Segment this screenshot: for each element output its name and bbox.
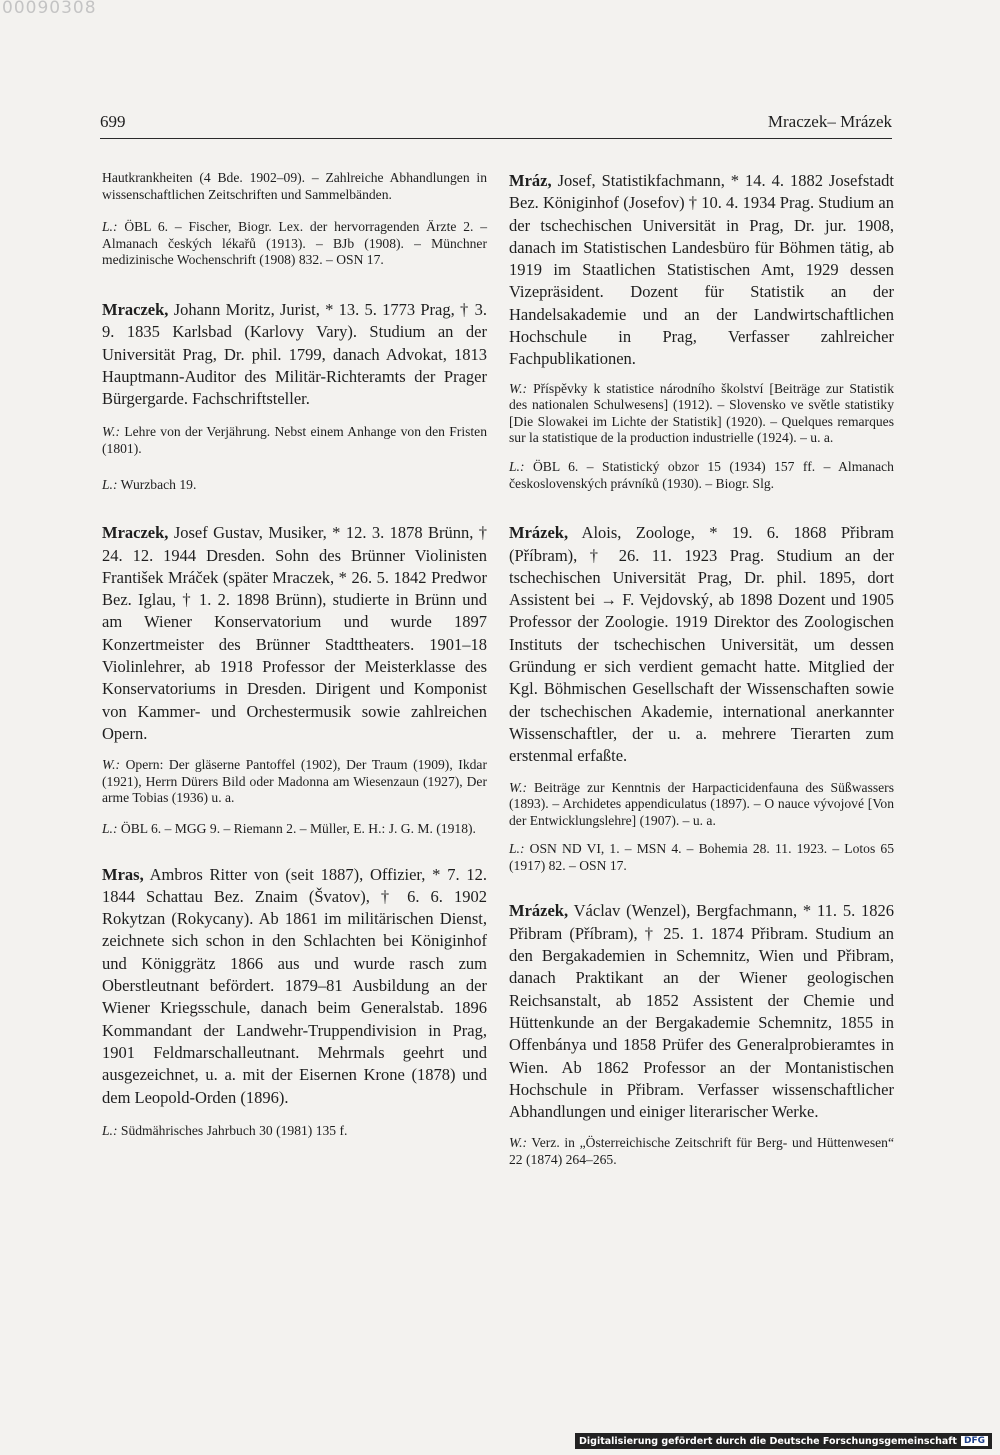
entry-mrazek-alois [509,522,894,874]
literature-label: L.: [102,1122,118,1138]
entry-works [509,381,894,447]
funding-text: Digitalisierung gefördert durch die Deutsche Forschungsgemeinschaft [579,1435,957,1447]
entry-text: Josef, Statistikfachmann, * 14. 4. 1882 Josefstadt Bez. Königinhof (Josefov) † 10. 4. 1934 Prag. Studium an der tschechischen Universität in Prag, Dr. jur. 1908, danach im Statistischen Landesbüro für Böhmen tätig, ab 1919 im Staatlichen Statistischen Amt, 1929 dessen Vizepräsident. Dozent für Statistik an der Handelsakademie und an der Landwirtschaftlichen Hochschule in Prag, Verfasser zahlreicher Fachpublikationen. [509,171,894,369]
continued-literature [102,219,487,269]
literature-text: ÖBL 6. – Fischer, Biogr. Lex. der hervorragenden Ärzte 2. – Almanach českých lékařů (1913). – BJb (1908). – Münchner medizinische Wochenschrift (1908) 832. – OSN 17. [102,219,487,268]
literature-label: L.: [102,820,118,836]
literature-label: L.: [102,476,118,492]
entry-literature [509,459,894,492]
entry-name: Mrázek, [509,523,569,543]
scan-id: 00090308 [2,0,97,18]
works-text: Lehre von der Verjährung. Nebst einem Anhange von den Fristen (1801). [102,424,487,457]
works-text: Verz. in „Österreichische Zeitschrift für Berg- und Hüttenwesen“ 22 (1874) 264–265. [509,1135,894,1168]
entry-works [102,424,487,457]
entry-name: Mraczek, [102,523,169,543]
entry-text: Václav (Wenzel), Bergfachmann, * 11. 5. 1826 Přibram (Příbram), † 25. 1. 1874 Přibram. Studium an den Bergakademien in Schemnitz, Wien und Přibram, danach Praktikant an der Wiener geologischen Reichsanstalt, ab 1852 Assistent der Chemie und Hüttenkunde an der Bergakademie Schemnitz, 1855 in Offenbánya und 1858 Prüfer des Generalprobieramtes in Wien. Ab 1862 Professor an der Montanistischen Hochschule in Přibram. Verfasser wissenschaftlicher Abhandlungen und einiger literarischer Werke. [509,901,895,1122]
entry-mras [102,864,487,1140]
entry-text: Alois, Zoologe, * 19. 6. 1868 Přibram (Příbram), † 26. 11. 1923 Prag. Studium an der tschechischen Universität Prag, Dr. phil. 1895, dort Assistent bei → F. Vejdovský, ab 1898 Dozent und 1905 Professor der Zoologie. 1919 Direktor des Zoologischen Instituts der tschechischen Universität, um dessen Gründung er sich verdient gemacht hatte. Mitglied der Kgl. Böhmischen Gesellschaft der Wissenschaften sowie der tschechischen Akademie, international anerkannter Wissenschaftler, der u. a. mehrere Tierarten zum erstenmal erfaßte. [509,523,894,766]
entry-works [509,780,894,830]
entry-name: Mráz, [509,171,552,190]
works-label: W.: [509,380,528,396]
entry-name: Mras, [102,864,144,884]
works-label: W.: [102,757,121,773]
literature-text: Wurzbach 19. [120,476,197,492]
running-head: Mraczek– Mrázek [767,112,892,131]
literature-label: L.: [102,219,118,235]
entry-works [509,1135,894,1168]
works-text: Opern: Der gläserne Pantoffel (1902), Der Traum (1909), Ikdar (1921), Herrn Dürers Bild oder Madonna am Wiesenzaun (1927), Der arme Tobias (1936) u. a. [102,757,487,806]
entry-literature [102,821,487,838]
works-label: W.: [509,779,528,795]
works-label: W.: [102,424,121,440]
literature-text: ÖBL 6. – Statistický obzor 15 (1934) 157 ff. – Almanach československých právníků (1930). – Biogr. Slg. [509,459,894,491]
entry-text: Johann Moritz, Jurist, * 13. 5. 1773 Prag, † 3. 9. 1835 Karlsbad (Karlovy Vary). Studium an der Universität Prag, Dr. phil. 1799, danach Advokat, 1813 Hauptmann-Auditor des Militär-Richteramts der Prager Bürgergarde. Fachschriftsteller. [102,299,488,409]
page-number: 699 [100,112,126,131]
entry-literature [509,841,894,874]
entry-text: Ambros Ritter von (seit 1887), Offizier, * 7. 12. 1844 Schattau Bez. Znaim (Švatov), † 6. 6. 1902 Rokytzan (Rokycany). Ab 1861 im militärischen Dienst, zeichnete sich schon in den Schlachten bei Königinhof und Königgrätz 1866 aus und wurde rasch zum Oberstleutnant befördert. 1879–81 Ausbildung an der Wiener Kriegsschule, danach beim Generalstab. 1896 Kommandant der Landwehr-Truppendivision in Prag, 1901 Feldmarschalleutnant. Mehrmals geehrt und ausgezeichnet, u. a. mit der Eisernen Krone (1878) und dem Leopold-Orden (1896). [102,864,487,1107]
entry-mrazek-vaclav [509,900,894,1168]
page-header [100,112,892,140]
works-text: Příspěvky k statistice národního školství [Beiträge zur Statistik des nationalen Schulwesens] (1912). – Slovensko ve světle statistiky [Die Slowakei im Lichte der Statistik] (1920). – Quelques remarques sur la statistique de la production industrielle (1924). – u. a. [509,380,894,446]
literature-label: L.: [509,841,525,857]
entry-mraz-josef [509,170,894,492]
entry-mraczek-johann [102,299,487,493]
works-text: Beiträge zur Kenntnis der Harpacticidenfauna des Süßwassers (1893). – Archidetes appendiculatus (1897). – O nauce vývojové [Von der Entwicklungslehre] (1907). – u. a. [509,779,894,828]
entry-works [102,757,487,807]
dfg-funding-banner [575,1433,992,1449]
header-rule [100,138,892,139]
entry-literature [102,1123,487,1140]
dfg-logo-icon: DFG [961,1436,988,1446]
literature-text: ÖBL 6. – MGG 9. – Riemann 2. – Müller, E. H.: J. G. M. (1918). [120,820,476,836]
left-column [102,170,487,1139]
entry-mraczek-josef [102,522,487,837]
literature-label: L.: [509,459,525,475]
continued-text: Hautkrankheiten (4 Bde. 1902–09). – Zahlreiche Abhandlungen in wissenschaftlichen Zeitschriften und Sammelbänden. [102,170,487,202]
entry-name: Mraczek, [102,299,169,319]
entry-text: Josef Gustav, Musiker, * 12. 3. 1878 Brünn, † 24. 12. 1944 Dresden. Sohn des Brünner Violinisten František Mráček (später Mraczek, * 26. 5. 1842 Predwor Bez. Iglau, † 1. 2. 1898 Brünn), studierte in Brünn und am Wiener Konservatorium und wurde 1897 Konzertmeister des Brünner Stadttheaters. 1901–18 Violinlehrer, ab 1918 Professor der Meisterklasse des Konservatoriums in Dresden. Dirigent und Komponist von Kammer- und Orchestermusik sowie zahlreichen Opern. [102,523,488,743]
right-column [509,170,894,1169]
entry-name: Mrázek, [509,901,569,921]
works-label: W.: [509,1135,528,1151]
literature-text: OSN ND VI, 1. – MSN 4. – Bohemia 28. 11. 1923. – Lotos 65 (1917) 82. – OSN 17. [509,841,894,873]
entry-literature [102,477,487,494]
literature-text: Südmährisches Jahrbuch 30 (1981) 135 f. [120,1122,348,1138]
